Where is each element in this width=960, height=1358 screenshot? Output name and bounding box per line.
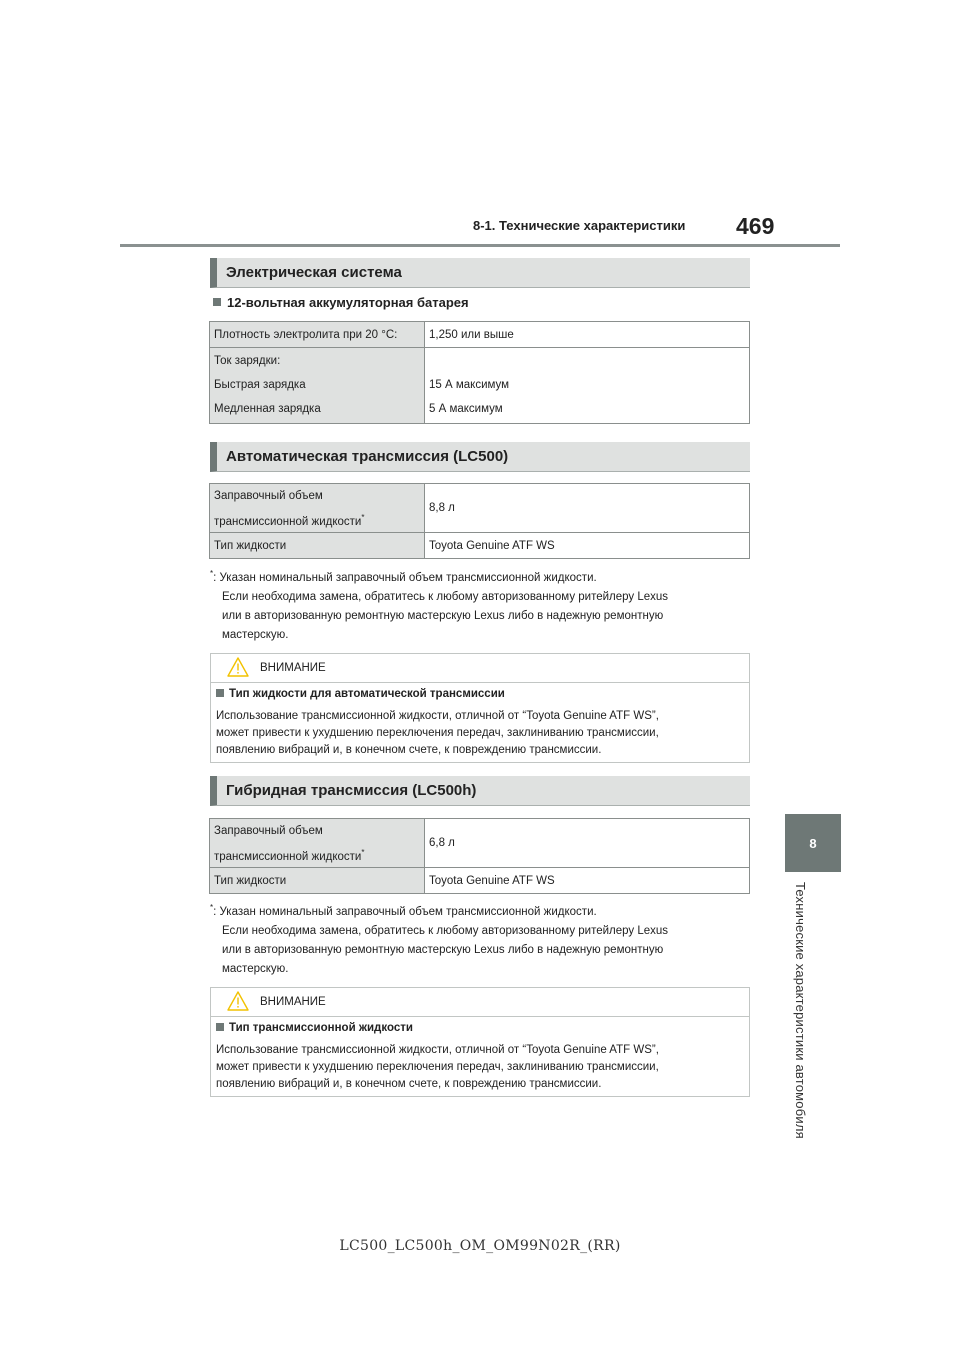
caution-box-auto-trans xyxy=(210,653,750,763)
footnote-auto-trans xyxy=(210,564,750,645)
table-cell-value: 15 А максимум 5 А максимум xyxy=(425,348,750,424)
table-cell-label: Заправочный объем трансмиссионной жидкости* xyxy=(210,484,425,533)
table-cell-value: 1,250 или выше xyxy=(425,322,750,348)
hybrid-trans-spec-table xyxy=(209,818,750,894)
table-cell-value: Toyota Genuine ATF WS xyxy=(425,868,750,894)
caution-title: ВНИМАНИЕ xyxy=(260,662,326,674)
header-rule xyxy=(120,244,840,247)
chapter-tab xyxy=(785,814,841,872)
table-row xyxy=(210,533,750,559)
electrical-spec-table xyxy=(209,321,750,424)
caution-title: ВНИМАНИЕ xyxy=(260,996,326,1008)
table-row xyxy=(210,348,750,424)
caution-subtitle: Тип трансмиссионной жидкости xyxy=(216,1022,413,1034)
table-row xyxy=(210,322,750,348)
table-row xyxy=(210,819,750,868)
subhead-battery-text: 12-вольтная аккумуляторная батарея xyxy=(227,295,469,310)
square-bullet-icon xyxy=(213,298,221,306)
table-cell-label: Заправочный объем трансмиссионной жидкости* xyxy=(210,819,425,868)
footnote-line: мастерскую. xyxy=(222,628,289,641)
warning-triangle-icon xyxy=(227,991,249,1011)
section-title: 8-1. Технические характеристики xyxy=(473,218,686,233)
caution-box-hybrid-trans xyxy=(210,987,750,1097)
table-cell-label: Ток зарядки: Быстрая зарядка Медленная зарядка xyxy=(210,348,425,424)
chapter-label: Технические характеристики автомобиля xyxy=(793,882,808,1139)
table-cell-label: Плотность электролита при 20 °C: xyxy=(210,322,425,348)
caution-body: Использование трансмиссионной жидкости, отличной от “Toyota Genuine ATF WS”, может привести к ухудшению переключения передач, заклиниванию трансмиссии, появлению вибраций и, в конечном счете, к повреждению трансмиссии. xyxy=(216,710,659,756)
caution-body: Использование трансмиссионной жидкости, отличной от “Toyota Genuine ATF WS”, может привести к ухудшению переключения передач, заклиниванию трансмиссии, появлению вибраций и, в конечном счете, к повреждению трансмиссии. xyxy=(216,1044,659,1090)
footnote-line: мастерскую. xyxy=(222,962,289,975)
document-code: LC500_LC500h_OM_OM99N02R_(RR) xyxy=(339,1238,621,1254)
table-cell-value: Toyota Genuine ATF WS xyxy=(425,533,750,559)
square-bullet-icon xyxy=(216,1023,224,1031)
banner-hybrid-transmission: Гибридная трансмиссия (LC500h) xyxy=(210,776,750,806)
page-number: 469 xyxy=(736,213,775,239)
square-bullet-icon xyxy=(216,689,224,697)
auto-trans-spec-table xyxy=(209,483,750,559)
caution-subtitle: Тип жидкости для автоматической трансмиссии xyxy=(216,688,505,700)
footnote-hybrid-trans xyxy=(210,898,750,979)
footnote-line: Если необходима замена, обратитесь к любому авторизованному ритейлеру Lexus xyxy=(222,924,669,937)
footnote-line: или в авторизованную ремонтную мастерскую Lexus либо в надежную ремонтную xyxy=(222,609,664,622)
caution-header xyxy=(211,654,749,683)
table-row xyxy=(210,484,750,533)
chapter-number: 8 xyxy=(809,835,817,851)
footnote-line: или в авторизованную ремонтную мастерскую Lexus либо в надежную ремонтную xyxy=(222,943,664,956)
footnote-line: *: Указан номинальный заправочный объем трансмиссионной жидкости. xyxy=(210,569,597,584)
banner-electrical: Электрическая система xyxy=(210,258,750,288)
footnote-line: *: Указан номинальный заправочный объем трансмиссионной жидкости. xyxy=(210,903,597,918)
banner-auto-transmission: Автоматическая трансмиссия (LC500) xyxy=(210,442,750,472)
table-cell-label: Тип жидкости xyxy=(210,533,425,559)
warning-triangle-icon xyxy=(227,657,249,677)
table-cell-value: 8,8 л xyxy=(425,484,750,533)
table-row xyxy=(210,868,750,894)
footnote-line: Если необходима замена, обратитесь к любому авторизованному ритейлеру Lexus xyxy=(222,590,669,603)
table-cell-label: Тип жидкости xyxy=(210,868,425,894)
caution-header xyxy=(211,988,749,1017)
subhead-battery xyxy=(213,295,469,310)
table-cell-value: 6,8 л xyxy=(425,819,750,868)
